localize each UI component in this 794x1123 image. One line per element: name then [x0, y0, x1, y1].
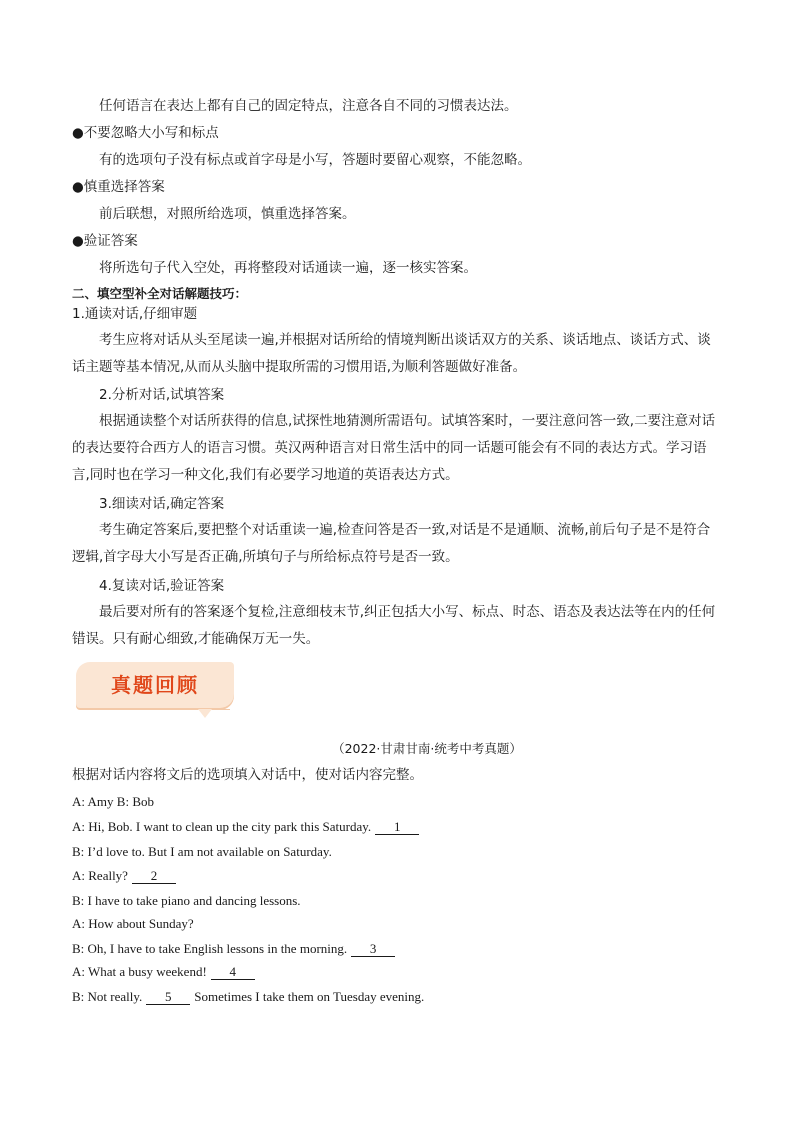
tip-heading: ●慎重选择答案 — [72, 179, 165, 195]
tip-paragraph: 将所选句子代入空处，再将整段对话通读一遍，逐一核实答案。 — [99, 260, 477, 276]
dialogue-line — [72, 866, 722, 886]
dialogue-line — [72, 792, 722, 812]
tip-paragraph: 前后联想，对照所给选项，慎重选择答案。 — [99, 206, 356, 222]
dialogue-line — [72, 891, 722, 911]
section-title: 二、填空型补全对话解题技巧： — [72, 286, 248, 301]
banner-underline — [118, 709, 230, 722]
dialogue-text: Sometimes I take them on Tuesday evening. — [194, 989, 425, 1004]
step-body: 考生确定答案后,要把整个对话重读一遍,检查问答是否一致,对话是不是通顺、流畅,前后句子是不是符合逻辑,首字母大小写是否正确,所填句子与所给标点符号是否一致。 — [72, 522, 711, 565]
dialogue-text: B: Oh, I have to take English lessons in the morning. — [72, 941, 348, 956]
answer-blank[interactable]: 1 — [375, 819, 419, 835]
exam-instruction: 根据对话内容将文后的选项填入对话中，使对话内容完整。 — [72, 767, 423, 783]
tip-paragraph: 任何语言在表达上都有自己的固定特点，注意各自不同的习惯表达法。 — [99, 98, 518, 114]
banner-label: 真题回顾 — [111, 673, 199, 697]
answer-blank[interactable]: 2 — [132, 868, 176, 884]
answer-blank[interactable]: 3 — [351, 941, 395, 957]
step-body: 考生应将对话从头至尾读一遍,并根据对话所给的情境判断出谈话双方的关系、谈话地点、谈话方式、谈话主题等基本情况,从而从头脑中提取所需的习惯用语,为顺利答题做好准备。 — [72, 332, 711, 375]
tip-paragraph: 有的选项句子没有标点或首字母是小写，答题时要留心观察，不能忽略。 — [99, 152, 531, 168]
step-title: 1.通读对话,仔细审题 — [72, 306, 198, 322]
section-banner — [76, 662, 234, 708]
dialogue-line — [72, 939, 722, 959]
step-body: 根据通读整个对话所获得的信息,试探性地猜测所需语句。试填答案时，一要注意问答一致,二要注意对话的表达要符合西方人的语言习惯。英汉两种语言对日常生活中的同一话题可能会有不同的表达方式。学习语言,同时也在学习一种文化,我们有必要学习地道的英语表达方式。 — [72, 413, 716, 483]
dialogue-line — [72, 914, 722, 934]
dialogue-text: B: Not really. — [72, 989, 143, 1004]
dialogue-line — [72, 987, 722, 1007]
dialogue-text: A: What a busy weekend! — [72, 964, 207, 979]
dialogue-text: A: Hi, Bob. I want to clean up the city park this Saturday. — [72, 819, 372, 834]
answer-blank[interactable]: 5 — [146, 989, 190, 1005]
tip-heading: ●不要忽略大小写和标点 — [72, 125, 219, 141]
dialogue-text: A: How about Sunday? — [72, 916, 194, 931]
dialogue-line — [72, 842, 722, 862]
tip-heading: ●验证答案 — [72, 233, 138, 249]
exam-source: （2022·甘肃甘南·统考中考真题） — [332, 741, 522, 756]
dialogue-line — [72, 817, 722, 837]
dialogue-text: A: Amy B: Bob — [72, 794, 154, 809]
answer-blank[interactable]: 4 — [211, 964, 255, 980]
dialogue-line — [72, 962, 722, 982]
banner-pointer — [198, 709, 212, 718]
step-title: 4.复读对话,验证答案 — [99, 578, 225, 594]
step-title: 2.分析对话,试填答案 — [99, 387, 225, 403]
dialogue-text: B: I have to take piano and dancing lessons. — [72, 893, 301, 908]
step-title: 3.细读对话,确定答案 — [99, 496, 225, 512]
dialogue-text: B: I’d love to. But I am not available on Saturday. — [72, 844, 332, 859]
step-body: 最后要对所有的答案逐个复检,注意细枝末节,纠正包括大小写、标点、时态、语态及表达法等在内的任何错误。只有耐心细致,才能确保万无一失。 — [72, 604, 716, 647]
dialogue-text: A: Really? — [72, 868, 128, 883]
